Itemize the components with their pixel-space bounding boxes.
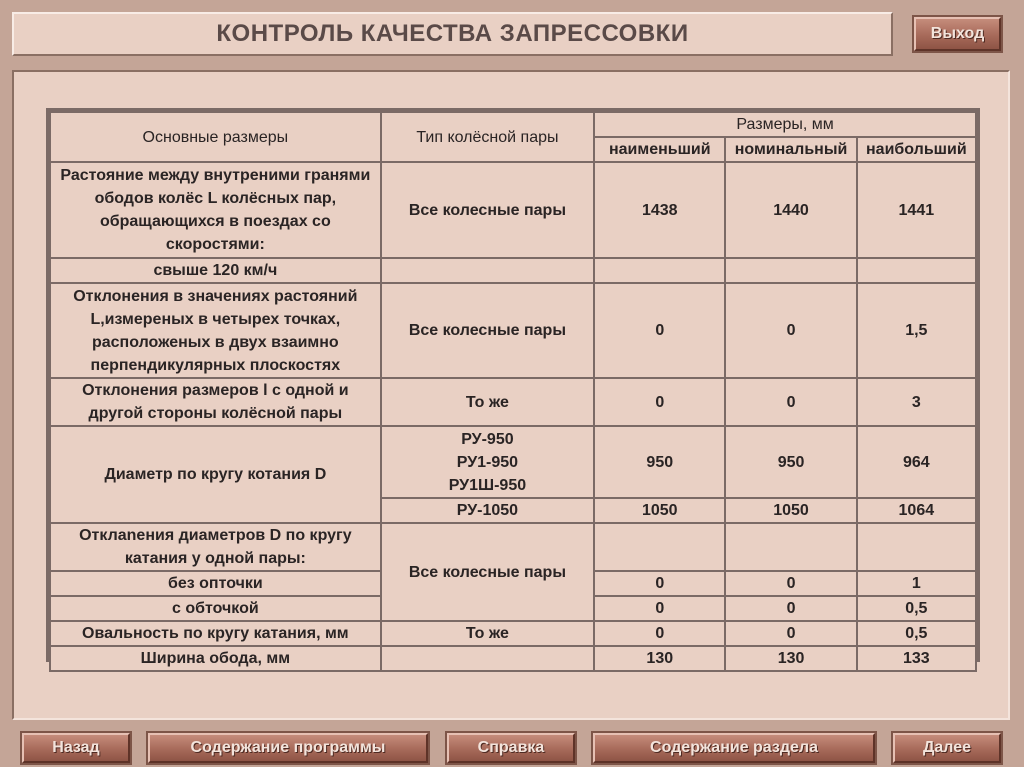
row-speed-min [594, 258, 725, 283]
row-diameter-deviation-label: Отклanения диаметров D по кругу катания у одной пары: [50, 523, 381, 571]
type-ru1-950: РУ1-950 [456, 453, 519, 471]
header-max: наибольший [857, 137, 976, 162]
row-diameter-nom: 950 [725, 426, 856, 498]
table-frame [46, 108, 980, 667]
row-no-turning-min: 0 [594, 571, 725, 596]
row-ru1050-max: 1064 [857, 498, 976, 523]
help-button[interactable]: Справка [447, 733, 575, 763]
row-deviation-nom: 0 [725, 283, 856, 378]
row-ru1050-min: 1050 [594, 498, 725, 523]
row-rim-width-label: Ширина обода, мм [50, 646, 381, 671]
row-ru1050-type: РУ-1050 [381, 498, 594, 523]
back-button[interactable]: Назад [22, 733, 130, 763]
row-speed-label: свыше 120 км/ч [50, 258, 381, 283]
row-ovality-min: 0 [594, 621, 725, 646]
row-rim-width-min: 130 [594, 646, 725, 671]
row-no-turning-nom: 0 [725, 571, 856, 596]
row-turning-label: с обточкой [50, 596, 381, 621]
row-ovality-nom: 0 [725, 621, 856, 646]
row-no-turning-max: 1 [857, 571, 976, 596]
header-sizes-mm: Размеры, мм [594, 112, 976, 137]
row-speed-type [381, 258, 594, 283]
row-diameter-type [381, 426, 594, 498]
row-side-deviation-min: 0 [594, 378, 725, 426]
row-diameter-label: Диаметр по кругу котания D [50, 426, 381, 523]
program-contents-button[interactable]: Содержание программы [148, 733, 428, 763]
header-main-sizes: Основные размеры [50, 112, 381, 162]
row-diameter-deviation-type: Все колесные пары [381, 523, 594, 621]
row-side-deviation-max: 3 [857, 378, 976, 426]
row-turning-min: 0 [594, 596, 725, 621]
row-deviation-type: Все колесные пары [381, 283, 594, 378]
title-bar [12, 12, 893, 56]
row-side-deviation-type: То же [381, 378, 594, 426]
row-diameter-max: 964 [857, 426, 976, 498]
page-title: КОНТРОЛЬ КАЧЕСТВА ЗАПРЕССОВКИ [216, 20, 689, 47]
row-diameter-deviation-nom [725, 523, 856, 571]
header-nom: номинальный [725, 137, 856, 162]
row-distance-min: 1438 [594, 162, 725, 258]
row-speed-max [857, 258, 976, 283]
row-no-turning-label: без опточки [50, 571, 381, 596]
exit-button[interactable]: Выход [914, 17, 1001, 51]
row-diameter-deviation-max [857, 523, 976, 571]
main-panel [12, 70, 1010, 720]
row-speed-nom [725, 258, 856, 283]
row-rim-width-type [381, 646, 594, 671]
row-deviation-max: 1,5 [857, 283, 976, 378]
row-distance-max: 1441 [857, 162, 976, 258]
row-distance-label: Растояние между внутреними гранями ободов колёс L колёсных пар, обращающихся в поездах со скоростями: [50, 162, 381, 258]
row-distance-type: Все колесные пары [381, 162, 594, 258]
quality-table [49, 111, 977, 672]
type-ru950: РУ-950 [461, 430, 514, 448]
row-ru1050-nom: 1050 [725, 498, 856, 523]
row-ovality-max: 0,5 [857, 621, 976, 646]
header-min: наименьший [594, 137, 725, 162]
row-deviation-min: 0 [594, 283, 725, 378]
row-side-deviation-label: Отклонения размеров l с одной и другой стороны колёсной пары [50, 378, 381, 426]
row-deviation-label: Отклонения в значениях растояний L,измереных в четырех точках, расположеных в двух взаимно перпендикулярных плоскостях [50, 283, 381, 378]
type-ru1sh-950: РУ1Ш-950 [448, 476, 527, 494]
next-button[interactable]: Далее [893, 733, 1001, 763]
row-ovality-label: Овальность по кругу катания, мм [50, 621, 381, 646]
row-ovality-type: То же [381, 621, 594, 646]
row-diameter-min: 950 [594, 426, 725, 498]
row-turning-nom: 0 [725, 596, 856, 621]
row-diameter-deviation-min [594, 523, 725, 571]
header-wheel-type: Тип колёсной пары [381, 112, 594, 162]
row-rim-width-max: 133 [857, 646, 976, 671]
section-contents-button[interactable]: Содержание раздела [593, 733, 875, 763]
row-turning-max: 0,5 [857, 596, 976, 621]
row-distance-nom: 1440 [725, 162, 856, 258]
row-rim-width-nom: 130 [725, 646, 856, 671]
row-side-deviation-nom: 0 [725, 378, 856, 426]
